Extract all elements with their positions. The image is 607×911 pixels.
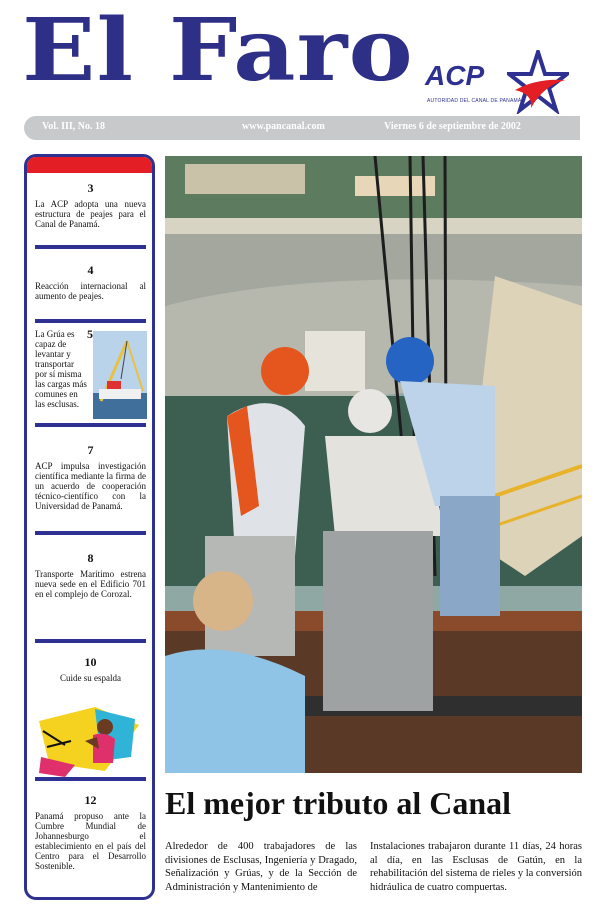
page-number: 4 (87, 263, 94, 277)
sidebar-item-4[interactable] (35, 265, 146, 301)
crane-photo (93, 331, 147, 419)
page-number: 7 (87, 443, 94, 457)
sidebar-divider (35, 423, 146, 427)
sidebar-divider (35, 245, 146, 249)
sidebar-divider (35, 319, 146, 323)
issue-info-bar (24, 116, 580, 140)
sidebar-item-text: Transporte Marítimo estrena nueva sede en el Edificio 701 en el complejo de Corozal. (35, 569, 146, 599)
contents-sidebar (24, 154, 155, 900)
back-pain-illustration (35, 701, 146, 779)
issue-date: Viernes 6 de septiembre de 2002 (384, 121, 521, 132)
sidebar-item-10[interactable] (35, 657, 146, 683)
sidebar-item-text: La Grúa es capaz de levantar y transportar por sí misma las cargas más comunes en las esclusas. (35, 329, 87, 409)
sidebar-item-7[interactable] (35, 445, 146, 511)
acp-logo (425, 50, 575, 115)
masthead-title: El Faro (22, 0, 414, 101)
website-link[interactable]: www.pancanal.com (242, 121, 325, 132)
page-number: 8 (87, 551, 94, 565)
sidebar-item-12[interactable] (35, 795, 146, 871)
page-number: 3 (87, 181, 94, 195)
sidebar-item-text: Cuide su espalda (60, 673, 121, 683)
logo-subtitle: AUTORIDAD DEL CANAL DE PANAMÁ (427, 98, 522, 104)
star-icon (507, 50, 569, 114)
sidebar-divider (35, 531, 146, 535)
sidebar-item-text: ACP impulsa investigación científica mediante la firma de un acuerdo de cooperación técnico-científico con la Universidad de Panamá. (35, 461, 146, 511)
workers-photo (165, 156, 582, 773)
sidebar-item-text: La ACP adopta una nueva estructura de peajes para el Canal de Panamá. (35, 199, 146, 229)
page-number: 5 (87, 327, 93, 341)
sidebar-item-text: Panamá propuso ante la Cumbre Mundial de Johannesburgo el establecimiento en el país del Centro para el Desarrollo Sostenible. (35, 811, 146, 871)
page-number: 10 (84, 655, 97, 669)
sidebar-divider (35, 777, 146, 781)
sidebar-top-band (27, 157, 152, 173)
sidebar-divider (35, 639, 146, 643)
volume-label: Vol. III, No. 18 (42, 121, 105, 132)
sidebar-item-8[interactable] (35, 553, 146, 599)
sidebar-item-5[interactable] (35, 329, 146, 421)
cover-photo (165, 156, 582, 773)
article-headline: El mejor tributo al Canal (165, 785, 512, 821)
logo-text: ACP (425, 60, 485, 91)
page-number: 12 (84, 793, 97, 807)
sidebar-item-text: Reacción internacional al aumento de peajes. (35, 281, 146, 301)
article-column-1: Alrededor de 400 trabajadores de las divisiones de Esclusas, Ingeniería y Dragado, Señalización y Grúas, y de la Sección de Administración y Mantenimiento de (165, 841, 357, 893)
sidebar-item-3[interactable] (35, 183, 146, 229)
article-column-2: Instalaciones trabajaron durante 11 días, 24 horas al día, en las Esclusas de Gatún, en la rehabilitación del sistema de rieles y la conversión hidráulica de cuatro compuertas. (370, 841, 582, 893)
